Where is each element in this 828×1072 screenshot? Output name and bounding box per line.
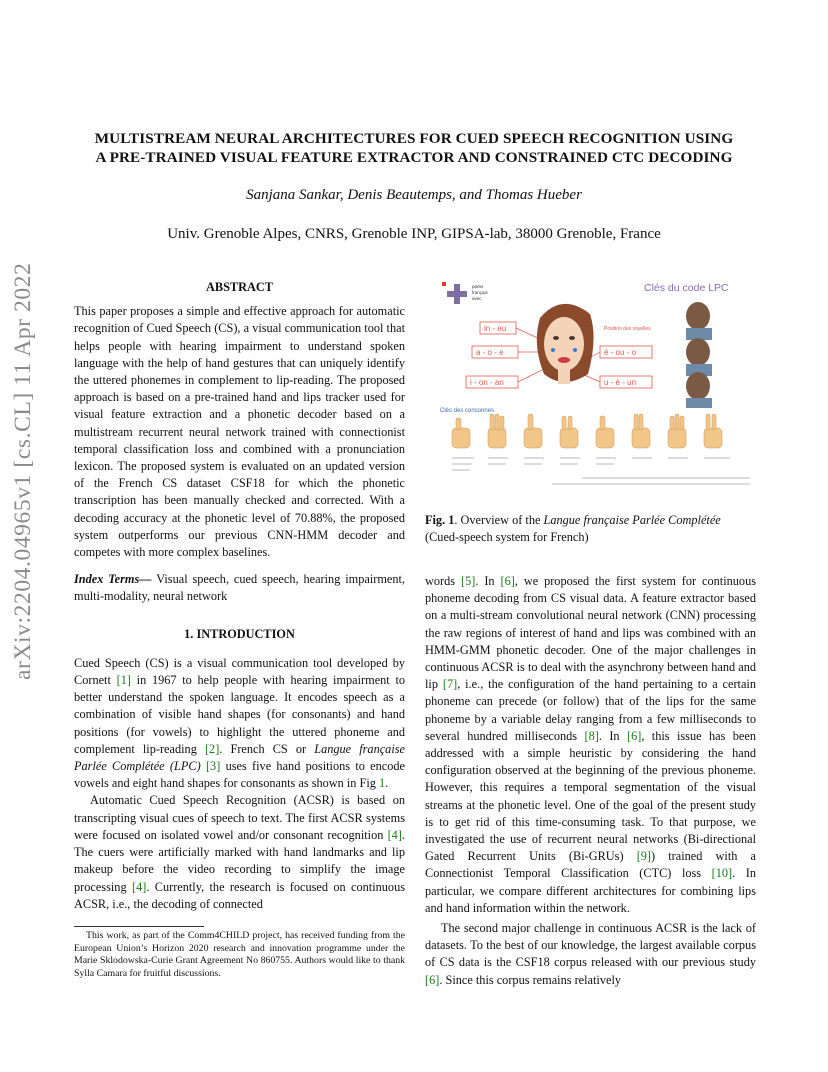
- left-column: [74, 279, 405, 913]
- section-heading-introduction: 1. INTRODUCTION: [184, 626, 295, 641]
- vowel-group-1: in - eu: [484, 324, 507, 333]
- citation-link[interactable]: [7]: [442, 677, 458, 692]
- text-span: . Overview of the: [454, 513, 544, 527]
- text-span: Automatic Cued Speech Recognition (ACSR) is based on transcripting visual cues of speech to text. The first ACSR systems were focused on isolated vowel and/or consonant recognition: [74, 793, 405, 842]
- right-paragraph-1: [425, 573, 756, 917]
- citation-link[interactable]: [4]: [387, 827, 402, 842]
- text-span: Langue française Parlée Complétée: [543, 513, 721, 527]
- text-span: (Cued-speech system for French): [425, 530, 589, 545]
- figure-caption: [425, 512, 756, 546]
- text-span: in 1967 to help people with hearing impairment to better understand the spoken language. It encodes speech as a combination of visible hand shapes (for consonants) and hand positions (for vowels) to highlight the uttered phoneme and complement lip-reading: [74, 673, 406, 756]
- index-terms: [74, 571, 405, 605]
- citation-link[interactable]: [4]: [131, 879, 147, 894]
- citation-link[interactable]: [2]: [204, 741, 220, 756]
- footnote-rule: [74, 926, 204, 927]
- citation-link[interactable]: [9]: [636, 849, 652, 864]
- lpc-logo: [442, 282, 489, 304]
- text-span: . Currently, the research is focused on continuous ACSR, i.e., the decoding of connected: [74, 879, 406, 911]
- vowel-group-3: i - on - an: [470, 378, 504, 387]
- footnote: This work, as part of the Comm4CHILD project, has received funding from the European Union’s Horizon 2020 research and innovation programme under the Marie Sklodowska-Curie Grant Agreement No 860755. Authors would like to thank Sylla Camara for fruitful discussions.: [74, 930, 405, 979]
- citation-link[interactable]: [6]: [425, 972, 440, 987]
- title-line-1: MULTISTREAM NEURAL ARCHITECTURES FOR CUED SPEECH RECOGNITION USING: [94, 130, 734, 147]
- svg-text:avec: avec: [472, 296, 482, 301]
- citation-link[interactable]: [3]: [205, 759, 221, 774]
- right-column: [425, 573, 756, 989]
- vowel-group-4: é - ou - o: [604, 348, 637, 357]
- lpc-figure: [432, 278, 757, 500]
- citation-link[interactable]: [8]: [584, 728, 599, 743]
- vowel-group-5: u - è - un: [604, 378, 637, 387]
- lpc-term: Langue française Parlée Complétée (LPC): [74, 741, 405, 774]
- index-terms-text: Visual speech, cued speech, hearing impairment, multi-modality, neural network: [74, 572, 406, 604]
- portrait-photos: [686, 302, 712, 408]
- text-span: The second major challenge in continuous ACSR is the lack of datasets. To the best of our knowledge, the largest available corpus of CS data is the CSF18 corpus released with our previous study: [425, 921, 756, 970]
- text-span: . In: [475, 574, 501, 588]
- text-span: . Since this corpus remains relatively: [439, 972, 622, 987]
- text-span: , this issue has been addressed with a simple heuristic by considering the hand configuration observed at the beginning of the previous phoneme. However, this requires a temporal segmentation of the visual streams at the phonetic level. One of the goal of the present study is to get rid of this time-consuming task. To that purpose, we investigated the use of recurrent neural networks (Bi-directional Gated Recurrent Units (Bi-GRUs): [425, 728, 756, 864]
- abstract-heading: ABSTRACT: [206, 280, 273, 294]
- text-span: . In: [598, 728, 627, 743]
- abstract-text: This paper proposes a simple and effective approach for automatic recognition of Cued Speech (CS), a visual communication tool that helps people with hearing impairment to understand spoken language with the help of hand gestures that can uniquely identify the uttered phonemes in complement to lip-reading. The proposed approach is based on a pre-trained hand and lips tracker used for visual feature extraction and a phonetic decoder based on a multistream recurrent neural network trained with connectionist temporal classification loss and combined with a pronunciation lexicon. The proposed system is evaluated on an updated version of the French CS dataset CSF18 for which the phonetic transcription has been manually checked and corrected. With a decoding accuracy at the phonetic level of 70.88%, the proposed system outperforms our previous CNN-HMM decoder and competes with more complex baselines.: [74, 304, 405, 560]
- arxiv-watermark: arXiv:2204.04965v1 [cs.CL] 11 Apr 2022: [10, 262, 36, 680]
- text-span: .: [385, 776, 389, 791]
- text-span: . French CS or: [219, 741, 315, 756]
- text-span: Cued Speech (CS) is a visual communication tool developed by Cornett: [74, 655, 405, 688]
- svg-text:français: français: [472, 290, 488, 295]
- title-line-2: A PRE-TRAINED VISUAL FEATURE EXTRACTOR AND CONSTRAINED CTC DECODING: [95, 149, 733, 166]
- text-span: uses five hand positions to encode vowels and eight hand shapes for consonants as shown in Fig: [74, 759, 405, 791]
- text-span: , we proposed the first system for continuous phoneme decoding from CS visual data. A feature extractor based on a multi-stream convolutional neural network (CNN) processing the raw regions of interest of hand and lips was combined with an HMM-GMM phonetic decoder. One of the major challenges in continuous ACSR is to deal with the asynchrony between hand and lip: [425, 574, 757, 692]
- lpc-figure-graphic: [432, 278, 757, 500]
- citation-link[interactable]: [6]: [626, 728, 642, 743]
- hand-shapes: [452, 414, 722, 448]
- citation-link[interactable]: [10]: [711, 866, 733, 881]
- paper-title: [60, 129, 768, 167]
- figure-label: Fig. 1: [425, 513, 455, 527]
- figure-title: Clés du code LPC: [644, 282, 729, 294]
- text-span: words: [425, 574, 461, 588]
- figure-link[interactable]: 1: [379, 776, 386, 791]
- right-paragraph-2: [425, 920, 756, 989]
- intro-paragraph-1: [74, 655, 405, 793]
- face-illustration: [537, 304, 594, 384]
- consonant-legend: [452, 458, 750, 484]
- citation-link[interactable]: [6]: [500, 574, 515, 588]
- text-span: . The cuers were artificially marked with hand landmarks and lip makeup before the video recording to simplify the image processing: [74, 827, 405, 894]
- intro-paragraph-2: [74, 792, 405, 912]
- text-span: , i.e., the configuration of the hand pertaining to a certain phoneme can precede (or follow) that of the lips for the same phoneme by a variable delay ranging from a few milliseconds to several hundred milliseconds: [425, 677, 756, 743]
- consonant-keys-label: Clés des consonnes: [440, 408, 495, 414]
- citation-link[interactable]: [1]: [116, 673, 131, 688]
- text-span: . In particular, we compare different architectures for combining lips and hand information within the network.: [425, 866, 756, 915]
- affiliation: Univ. Grenoble Alpes, CNRS, Grenoble INP, GIPSA-lab, 38000 Grenoble, France: [167, 226, 661, 242]
- vowel-position-label: Position des voyelles: [604, 326, 651, 332]
- index-terms-label: Index Terms—: [74, 572, 152, 587]
- svg-text:parler: parler: [472, 284, 484, 289]
- author-list: Sanjana Sankar, Denis Beautemps, and Thomas Hueber: [246, 187, 582, 203]
- text-span: ) trained with a Connectionist Temporal Classification (CTC) loss: [425, 849, 756, 881]
- vowel-group-2: a - o - e: [476, 348, 504, 357]
- citation-link[interactable]: [5]: [460, 574, 476, 588]
